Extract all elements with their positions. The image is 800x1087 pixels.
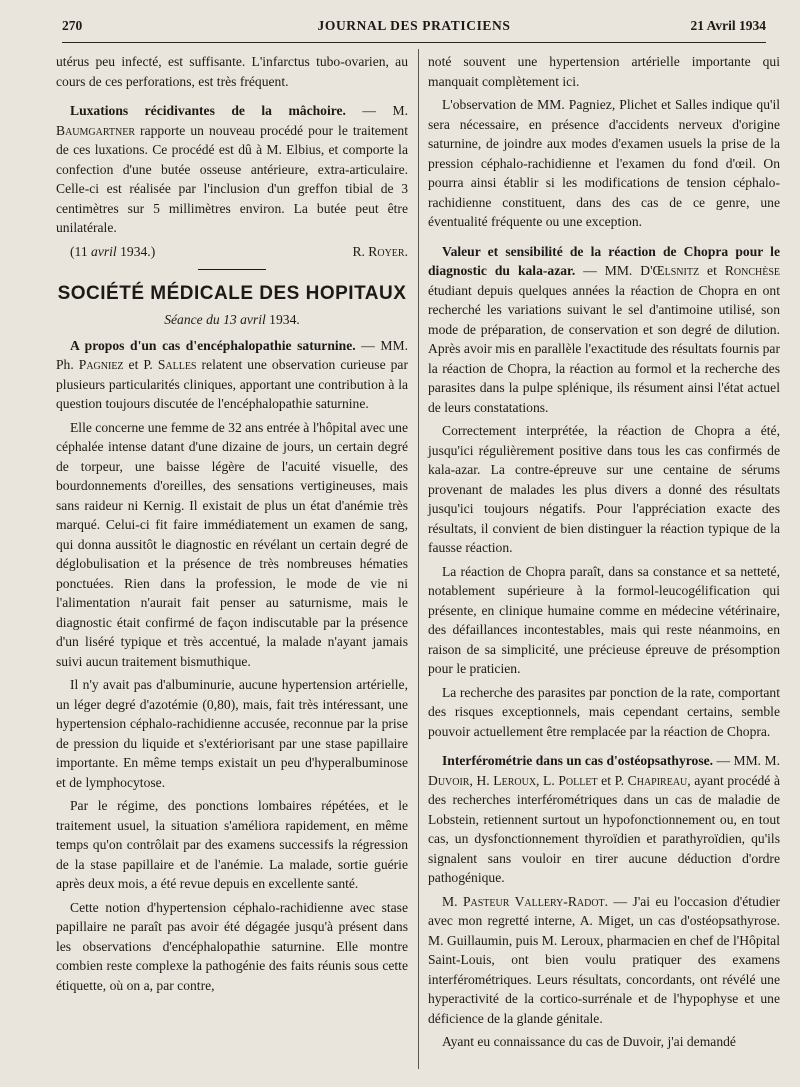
paragraph: noté souvent une hypertension artérielle importante qui manquait complètement ici. [428,54,780,89]
right-column [428,52,780,1056]
dash: — MM. Ph. [56,337,408,372]
page-number: 270 [62,18,83,33]
paragraph: La recherche des parasites par ponction de la rate, comportant des risques exceptionnels, mais cependant certains, semble pouvoir actuellement être remplacée par la réaction de Chopra. [428,684,780,739]
author-name: Baumgartner [56,122,136,138]
dash: — M. [345,103,408,118]
author-name: Chapireau [627,772,688,788]
paragraph: L'observation de MM. Pagniez, Plichet et Salles indique qu'il sera nécessaire, en présence d'accidents nerveux d'origine saturnine, de joindre aux modes d'examen usuels la prise de la pression céphalo-rachidienne et l'examen du fond d'œil. On pourra ainsi établir si les modifications de tension céphalo-rachidienne constituent, dans des cas de ce genre, une éventualité fréquente ou une exception. [428,97,780,229]
author-name: Ronchèse [724,263,780,278]
date-close: 1934.) [116,243,156,259]
author-name: D'Œlsnitz [640,263,700,278]
article-encephalopathie [56,336,408,414]
issue-date: 21 Avril 1934 [690,18,766,33]
seance-year: 1934. [265,312,300,327]
article-body: étudiant depuis quelques années la réaction de Chopra en ont recherché les variations suivant le sel d'antimoine utilisé, son mode de préparation, de conservation et son degré de dilution. Après avoir mis en parallèle l'exactitude des résultats fournis par la réaction de Chopra, la réaction au formol et la recherche des parasites dans la pulpe splénique, ils résument ainsi l'état actuel de leurs constatations. [428,282,780,415]
author-name: Pagniez [78,357,124,372]
signature-date [70,242,155,262]
paragraph: La réaction de Chopra paraît, dans sa constance et sa netteté, notablement supérieure à la formol-leucogélification qui présente, en clinique humaine comme en médecine vétérinaire, des défaillances incontestables, mais qui reste néanmoins, en raison de sa simplicité, une précieuse épreuve de présomption pour le praticien. [428,563,780,676]
signature-name: R. Royer. [352,243,408,259]
author-names: Duvoir, H. Leroux, L. Pollet [428,772,598,788]
paragraph: Par le régime, des ponctions lombaires répétées, et le traitement usuel, la situation s'améliora rapidement, en même temps qu'on contrôlait par des examens successifs la régression de la stase papillaire et de l'anémie. La malade, sortie guérie après deux mois, a été revue depuis en excellente santé. [56,798,408,891]
article-chopra [428,242,780,418]
dash: — MM. M. [713,753,780,768]
article-body: rapporte un nouveau procédé pour le traitement de ces luxations. Ce procédé est dû à M. Elbius, et comporte la confection d'une butée osseuse antérieure, extra-articulaire. Celle-ci est réalisée par l'inclusion d'un greffon tibial de 3 centimètres sur 5 millimètres environ. La butée peut être unilatérale. [56,122,408,235]
article-luxations [56,101,408,238]
article-title: Luxations récidivantes de la mâchoire. [70,103,346,118]
dash: — MM. [575,263,641,278]
conjunction: et P. [123,357,158,372]
paragraph: Cette notion d'hypertension céphalo-rachidienne avec stase papillaire ne paraît pas avoir été dégagée jusqu'à présent dans les observations d'encéphalopathie saturnine. Elle montre combien reste complexe la pathogénie des faits réunis sous cette étiquette, où on a, par contre, [56,899,408,993]
conjunction: et P. [597,772,628,788]
paragraph: Ayant eu connaissance du cas de Duvoir, j'ai demandé [442,1034,736,1049]
article-interferometrie [428,751,780,888]
conjunction: et [699,263,725,278]
column-divider [418,49,419,1069]
article-title: Valeur et sensibilité de la réaction de Chopra pour le diagnostic du kala-azar. [428,243,780,278]
signature-line [70,242,408,262]
seance-prefix: Séance du 13 [164,312,241,327]
date-month: avril [91,243,117,259]
seance-month: avril [240,312,266,327]
author-name: Pasteur Vallery-Radot. [462,893,609,909]
article-body: relatent une observation curieuse par plusieurs particularités cliniques, apportant une contribution à la question toujours discutée de l'encéphalopathie saturnine. [56,357,408,411]
left-column [56,52,408,999]
seance-line [56,310,408,330]
paragraph: Correctement interprétée, la réaction de Chopra a été, jusqu'ici régulièrement positive dans tous les cas confirmés de kala-azar. La contre-épreuve sur une centaine de sérums provenant de malades les plus divers a donné des résultats jusqu'ici toujours négatifs. Pour l'appréciation exacte des résultats, il convient de bien distinguer la réaction typique de la fausse réaction. [428,423,780,555]
journal-title: JOURNAL DES PRATICIENS [317,18,511,33]
header-rule [62,42,766,43]
paragraph: Elle concerne une femme de 32 ans entrée à l'hôpital avec une céphalée intense datant d'une dizaine de jours, un certain degré de torpeur, une baisse légère de l'acuité visuelle, des bourdonnements d'oreilles, des sensations vertigineuses, mais sans raideur ni Kernig. Il existait de plus un état d'anémie très marqué. Celui-ci fit faire immédiatement un examen de sang, qui donna aussitôt le diagnostic en révélant un certain degré de déglobulisation et la présence de très nombreuses hématies ponctuées. Rien dans la profession, le mode de vie ni l'alimentation n'aurait fait penser au saturnisme, mais le diagnostic était confirmé de façon indiscutable par la présence d'un liséré typique et très accentué, la malade n'ayant jamais suivi aucun traitement bismuthique. [56,419,408,669]
author-name: Salles [157,357,197,372]
paragraph-body: — J'ai eu l'occasion d'étudier avec mon regretté interne, A. Miget, un cas d'ostéopsathyrose. M. Guillaumin, puis M. Leroux, pharmacien en chef de l'Hôpital Saint-Louis, ont bien voulu pratiquer des examens interférométriques. Leurs résultats, concordants, ont révélé une hyperactivité de la cortico-surrénale et de l'hypophyse et une déficience de la glande génitale. [428,893,781,1026]
paragraph: utérus peu infecté, est suffisante. L'infarctus tubo-ovarien, au cours de ces perforations, est très fréquent. [56,54,408,89]
honorific: M. [442,893,463,909]
article-body: , ayant procédé à des recherches interférométriques dans un cas de maladie de Lobstein, retiennent surtout un hypofonctionnement ou, en tout cas, un dysfonctionnement thyroïdien et parathyroïdien, qu'ils signalent sans vouloir en tirer aucune déduction d'ordre pathogénique. [428,772,780,885]
paragraph-pasteur [428,892,780,1029]
article-title: Interférométrie dans un cas d'ostéopsathyrose. [442,753,714,768]
date-open: (11 [70,243,92,259]
society-heading: SOCIÉTÉ MÉDICALE DES HOPITAUX [57,283,407,304]
section-rule [198,269,266,270]
paragraph: Il n'y avait pas d'albuminurie, aucune hypertension artérielle, un léger degré d'azotémie (0,80), mais, fait très intéressant, une hypertension céphalo-rachidienne accusée, reconnue par la prise de pression du liquide et s'extériorisant par une stase papillaire importante. En même temps existait un peu d'hyperalbuminose et de lymphocytose. [56,677,408,790]
article-title: A propos d'un cas d'encéphalopathie saturnine. [70,337,356,353]
page-header [62,18,766,40]
